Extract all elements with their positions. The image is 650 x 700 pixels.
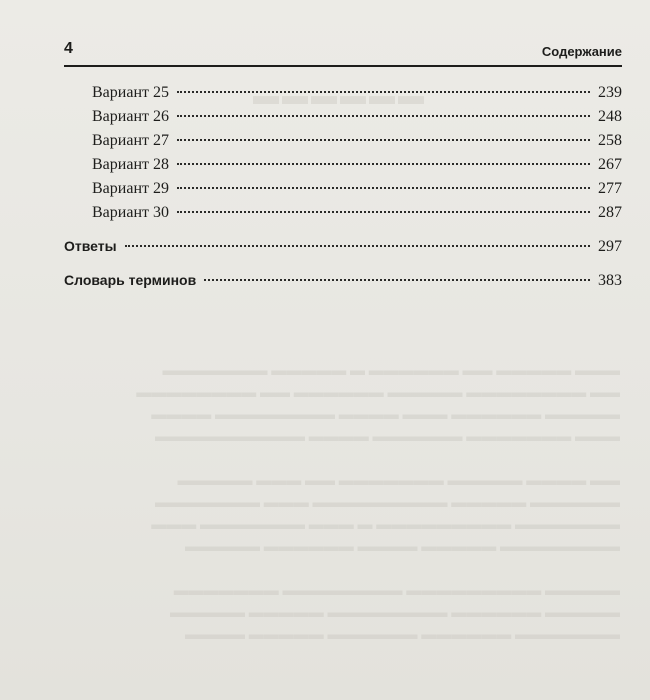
dot-leader — [177, 211, 590, 213]
dot-leader — [177, 139, 590, 141]
toc-entry-variant-29[interactable] — [64, 180, 622, 204]
dot-leader — [177, 115, 590, 117]
toc-entry-label: Вариант 25 — [92, 84, 169, 101]
dot-leader — [125, 245, 590, 247]
toc-entry-answers[interactable] — [64, 238, 622, 262]
dot-leader — [177, 91, 590, 93]
toc-entry-page: 239 — [598, 84, 622, 101]
spacer — [64, 262, 622, 272]
toc-entry-page: 258 — [598, 132, 622, 149]
page-number: 4 — [64, 40, 73, 57]
dot-leader — [177, 163, 590, 165]
page-header — [64, 40, 622, 62]
toc-entry-label: Вариант 29 — [92, 180, 169, 197]
toc-entry-label: Словарь терминов — [64, 272, 197, 288]
toc-entry-page: 383 — [598, 272, 622, 289]
toc-entry-variant-26[interactable] — [64, 108, 622, 132]
toc-entry-variant-30[interactable] — [64, 204, 622, 228]
bleed-through-decoration: ▬▬▬▬▬▬ — [250, 80, 424, 110]
table-of-contents — [64, 84, 622, 296]
toc-entry-label: Вариант 27 — [92, 132, 169, 149]
toc-entry-variant-25[interactable] — [64, 84, 622, 108]
toc-entry-variant-27[interactable] — [64, 132, 622, 156]
toc-entry-label: Вариант 30 — [92, 204, 169, 221]
header-rule — [64, 65, 622, 67]
toc-entry-page: 297 — [598, 238, 622, 255]
dot-leader — [204, 279, 590, 281]
toc-entry-page: 267 — [598, 156, 622, 173]
toc-entry-label: Ответы — [64, 238, 117, 254]
toc-entry-page: 287 — [598, 204, 622, 221]
bleed-through-texture: ▬▬▬ ▬▬▬▬▬ ▬▬ ▬▬▬▬▬▬ ▬ ▬▬▬▬▬ ▬▬▬▬▬▬▬ ▬▬ ▬▬▬▬▬▬▬▬ ▬▬▬▬▬ ▬▬▬▬▬▬ ▬▬ ▬▬▬▬▬▬▬▬ ▬▬▬▬▬ ▬▬▬▬▬▬ ▬▬▬ ▬▬▬▬ ▬▬▬▬▬▬▬▬ ▬▬▬▬ ▬▬▬ ▬▬▬▬▬▬▬ ▬▬▬▬▬▬ ▬▬▬▬ ▬▬▬▬▬▬▬▬▬▬ ▬▬ ▬▬▬▬ ▬▬▬▬▬ ▬▬▬▬▬▬▬ ▬▬ ▬▬▬ ▬▬▬▬▬ ▬▬▬▬▬▬ ▬▬▬▬▬ ▬▬▬▬▬▬▬▬▬ ▬▬▬ ▬▬▬▬▬▬▬ ▬▬▬▬▬▬▬ ▬▬▬▬▬▬▬▬▬ ▬ ▬▬▬ ▬▬▬▬▬▬▬ ▬▬▬ ▬▬▬▬▬▬▬▬ ▬▬▬▬▬ ▬▬▬▬ ▬▬▬▬▬▬ ▬▬▬▬▬ ▬▬▬▬▬ ▬▬▬▬▬▬▬▬▬ ▬▬▬▬▬▬▬▬ ▬▬▬▬▬▬▬ ▬▬▬▬▬ ▬▬▬▬▬▬ ▬▬▬▬▬▬▬▬ ▬▬▬▬▬ ▬▬▬▬▬ ▬▬▬▬▬▬▬ ▬▬▬▬▬▬ ▬▬▬▬▬▬ ▬▬▬▬▬ ▬▬▬▬ — [136, 363, 620, 643]
running-head: Содержание — [541, 44, 622, 59]
toc-entry-page: 277 — [598, 180, 622, 197]
spacer — [64, 228, 622, 238]
toc-entry-page: 248 — [598, 108, 622, 125]
toc-entry-label: Вариант 26 — [92, 108, 169, 125]
dot-leader — [177, 187, 590, 189]
toc-entry-label: Вариант 28 — [92, 156, 169, 173]
toc-entry-glossary[interactable] — [64, 272, 622, 296]
toc-entry-variant-28[interactable] — [64, 156, 622, 180]
